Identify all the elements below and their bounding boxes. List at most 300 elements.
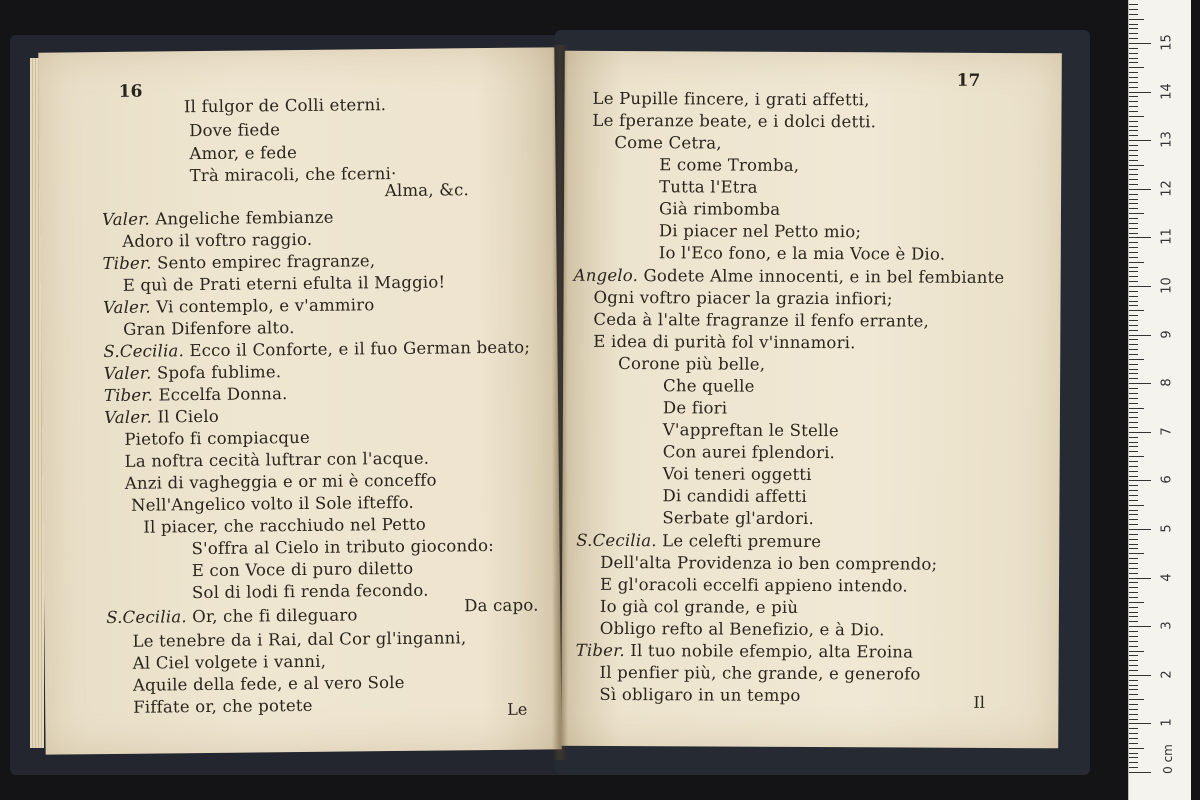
ruler-tick (1129, 665, 1138, 666)
text-line (132, 628, 466, 650)
ruler-tick (1129, 772, 1151, 773)
ruler-tick (1129, 519, 1138, 520)
ruler-tick (1129, 461, 1138, 462)
ruler-tick (1129, 568, 1138, 569)
text-line (192, 581, 429, 602)
text-line (123, 318, 295, 339)
text-line (662, 508, 814, 528)
ruler-tick (1129, 189, 1151, 190)
verse-text: Le Pupille fincere, i grati affetti, (592, 88, 870, 110)
ruler-tick (1129, 631, 1138, 632)
ruler-tick (1129, 72, 1138, 73)
ruler-tick (1129, 558, 1138, 559)
ruler-tick (1129, 748, 1144, 749)
text-line (133, 696, 313, 717)
ruler-tick (1129, 48, 1138, 49)
ruler-tick (1129, 767, 1138, 768)
ruler-tick (1129, 500, 1138, 501)
speaker-label: Valer. (101, 209, 156, 230)
ruler-tick (1129, 286, 1151, 287)
text-line (659, 155, 799, 175)
ruler-label: 15 (1159, 34, 1175, 51)
ruler-label: 7 (1159, 427, 1175, 436)
text-line (663, 464, 812, 484)
text-line (106, 605, 357, 627)
text-line (123, 272, 446, 294)
ruler-tick (1129, 699, 1144, 700)
ruler-label: 14 (1159, 82, 1175, 100)
ruler-tick (1129, 529, 1151, 530)
ruler-tick (1129, 573, 1138, 574)
speaker-label: Valer. (103, 363, 158, 384)
book-gutter (552, 45, 568, 760)
verse-text: Trà miracoli, che fcerni· (189, 163, 397, 186)
text-line (464, 596, 539, 616)
right-page (561, 51, 1062, 749)
ruler-tick (1129, 9, 1138, 10)
ruler-tick (1129, 150, 1138, 151)
verse-text: La noftra cecità luftrar con l'acque. (124, 448, 430, 471)
text-line (104, 362, 282, 383)
text-line (663, 420, 839, 440)
ruler-tick (1129, 403, 1138, 404)
verse-text: E come Tromba, (659, 155, 800, 175)
verse-text: Ceda à l'alte fragranze il fenfo errante, (593, 309, 930, 331)
ruler-tick (1129, 28, 1138, 29)
ruler-tick (1129, 199, 1138, 200)
ruler-tick (1129, 675, 1151, 676)
text-line (102, 251, 375, 273)
speaker-label: S.Cecilia. (103, 341, 190, 362)
ruler-tick (1129, 587, 1138, 588)
verse-text: Pietofo fi compiacque (124, 427, 310, 449)
page-number: 17 (956, 70, 981, 91)
catchword: Il (973, 692, 985, 712)
ruler-tick (1129, 495, 1138, 496)
ruler-tick (1129, 641, 1138, 642)
text-line (600, 553, 937, 574)
ruler-tick (1129, 680, 1138, 681)
verse-text: Adoro il voftro raggio. (122, 229, 313, 251)
ruler-tick (1129, 281, 1138, 282)
verse-text: Io già col grande, e più (599, 596, 799, 617)
verse-text: Tutta l'Etra (659, 177, 758, 197)
ruler-tick (1129, 247, 1138, 248)
ruler-tick (1129, 116, 1144, 117)
ruler-tick (1129, 237, 1151, 238)
ruler-tick (1129, 354, 1138, 355)
ruler-tick (1129, 660, 1138, 661)
text-line (576, 641, 914, 662)
ruler-tick (1129, 369, 1138, 370)
ruler-tick (1129, 165, 1144, 166)
ruler-tick (1129, 762, 1138, 763)
ruler-tick (1129, 514, 1138, 515)
ruler-tick (1129, 544, 1138, 545)
ruler-tick (1129, 451, 1138, 452)
text-line (103, 295, 375, 317)
ruler-tick (1129, 24, 1138, 25)
ruler-tick (1129, 651, 1144, 652)
ruler-tick (1129, 602, 1144, 603)
verse-text: Sol di lodi fi renda fecondo. (191, 580, 429, 603)
ruler-tick (1129, 383, 1151, 384)
verse-text: Io l'Eco fono, e la mia Voce è Dio. (658, 243, 946, 264)
ruler-tick (1129, 77, 1138, 78)
text-line (600, 575, 908, 596)
ruler-label: 11 (1159, 228, 1175, 246)
speaker-label: S.Cecilia. (576, 530, 663, 551)
ruler-tick (1129, 646, 1138, 647)
ruler-tick (1129, 490, 1138, 491)
text-line (190, 164, 397, 185)
ruler-tick (1129, 257, 1138, 258)
ruler-label: 10 (1159, 277, 1175, 294)
ruler-tick (1129, 82, 1138, 83)
ruler-tick (1129, 548, 1138, 549)
ruler-tick (1129, 505, 1144, 506)
text-line (618, 354, 765, 374)
ruler-tick (1129, 160, 1138, 161)
text-line (600, 663, 921, 684)
ruler-tick (1129, 267, 1138, 268)
ruler-tick (1129, 111, 1138, 112)
ruler-tick (1129, 145, 1138, 146)
ruler-tick (1129, 563, 1138, 564)
ruler-tick (1129, 432, 1151, 433)
ruler-tick (1129, 398, 1138, 399)
text-line (133, 673, 405, 695)
verse-text: Il penfier più, che grande, e generofo (599, 662, 921, 684)
ruler-label: 13 (1159, 131, 1175, 148)
ruler-tick (1129, 471, 1138, 472)
verse-text: Angeliche fembianze (155, 207, 334, 229)
ruler-tick (1129, 33, 1138, 34)
verse-text: De fiori (662, 398, 728, 418)
ruler-tick (1129, 320, 1138, 321)
ruler-tick (1129, 349, 1138, 350)
ruler-tick (1129, 296, 1138, 297)
ruler-tick (1129, 373, 1138, 374)
ruler-tick (1129, 92, 1151, 93)
ruler-tick (1129, 335, 1151, 336)
ruler-label: 9 (1159, 329, 1175, 339)
ruler-tick (1129, 427, 1138, 428)
verse-text: Sì obligaro in un tempo (599, 684, 801, 705)
text-line (662, 486, 806, 506)
text-line (593, 89, 870, 109)
verse-text: E con Voce di puro diletto (191, 558, 414, 581)
ruler-tick (1129, 276, 1138, 277)
verse-text: Fiffate or, che potete (133, 695, 313, 717)
ruler-tick (1129, 233, 1138, 234)
ruler-tick (1129, 62, 1138, 63)
ruler-tick (1129, 753, 1138, 754)
ruler-tick (1129, 305, 1138, 306)
ruler-label: 6 (1159, 475, 1175, 485)
ruler-tick (1129, 636, 1138, 637)
verse-text: Serbate gl'ardori. (662, 508, 815, 529)
verse-text: Di piacer nel Petto mio; (658, 221, 862, 242)
verse-text: Ogni voftro piacer la grazia infiori; (593, 287, 893, 309)
ruler-tick (1129, 393, 1138, 394)
text-line (103, 338, 530, 361)
ruler-tick (1129, 578, 1151, 579)
ruler-tick (1129, 437, 1138, 438)
ruler-tick (1129, 121, 1138, 122)
text-line (143, 515, 426, 537)
verse-text: Da capo. (464, 595, 539, 616)
ruler-tick (1129, 291, 1138, 292)
catchword: Le (507, 699, 528, 719)
text-line (599, 685, 800, 705)
text-line (592, 111, 876, 131)
verse-text: Al Ciel volgete i vanni, (132, 651, 327, 673)
ruler-label: 1 (1159, 718, 1175, 728)
ruler-tick (1129, 466, 1138, 467)
ruler-tick (1129, 135, 1138, 136)
ruler-tick (1129, 271, 1138, 272)
ruler-tick (1129, 126, 1138, 127)
ruler-tick (1129, 597, 1138, 598)
ruler-tick (1129, 534, 1138, 535)
ruler-tick (1129, 417, 1138, 418)
ruler-tick (1129, 612, 1138, 613)
measurement-ruler (1128, 0, 1191, 800)
text-line (189, 120, 280, 140)
text-line (192, 559, 414, 580)
verse-text: Or, che fi dileguaro (192, 605, 358, 627)
verse-text: Nell'Angelico volto il Sole ifteffo. (130, 492, 415, 515)
text-line (600, 597, 798, 617)
ruler-tick (1129, 694, 1138, 695)
text-line (125, 449, 430, 471)
verse-text: Eccelfa Donna. (158, 384, 288, 405)
verse-text: Dell'alta Providenza io ben comprendo; (600, 552, 938, 574)
ruler-tick (1129, 106, 1138, 107)
ruler-tick (1129, 87, 1138, 88)
verse-text: Le celefti premure (662, 531, 822, 552)
verse-text: Alma, &c. (384, 180, 470, 201)
text-line (593, 310, 929, 331)
ruler-tick (1129, 53, 1138, 54)
text-line (104, 384, 288, 405)
ruler-label: 12 (1159, 180, 1175, 197)
speaker-label: Angelo. (573, 265, 644, 286)
text-line (659, 177, 758, 197)
text-line (385, 180, 469, 200)
text-line (125, 471, 437, 493)
text-line (593, 288, 892, 309)
verse-text: Anzi di vagheggia e or mi è conceffo (124, 470, 437, 493)
verse-text: Le tenebre da i Rai, dal Cor gl'inganni, (132, 628, 467, 651)
ruler-tick (1129, 485, 1138, 486)
left-page (38, 47, 561, 754)
ruler-tick (1129, 184, 1138, 185)
text-line (191, 536, 494, 558)
ruler-label: 4 (1159, 572, 1175, 582)
text-line (576, 531, 821, 551)
ruler-tick (1129, 733, 1138, 734)
verse-text: Il fulgor de Colli eterni. (183, 95, 387, 117)
ruler-tick (1129, 223, 1138, 224)
verse-text: Corone più belle, (618, 353, 766, 374)
ruler-tick (1129, 685, 1138, 686)
ruler-tick (1129, 58, 1138, 59)
ruler-tick (1129, 378, 1138, 379)
ruler-tick (1129, 408, 1144, 409)
ruler-tick (1129, 524, 1138, 525)
ruler-tick (1129, 262, 1144, 263)
ruler-tick (1129, 4, 1138, 5)
ruler-tick (1129, 67, 1144, 68)
text-line (131, 493, 414, 515)
ruler-unit: 0 cm (1161, 744, 1175, 774)
ruler-tick (1129, 96, 1138, 97)
text-line (659, 243, 946, 263)
text-line (663, 442, 835, 462)
text-line (184, 95, 386, 116)
ruler-tick (1129, 412, 1138, 413)
speaker-label: Valer. (102, 297, 157, 318)
ruler-tick (1129, 670, 1138, 671)
page-number: 16 (118, 81, 143, 102)
ruler-tick (1129, 743, 1138, 744)
verse-text: E gl'oracoli eccelfi appieno intendo. (599, 574, 908, 596)
verse-text: Godete Alme innocenti, e in bel fembiante (643, 266, 1005, 288)
ruler-tick (1129, 456, 1144, 457)
verse-text: E idea di purità fol v'innamori. (593, 331, 856, 353)
ruler-tick (1129, 301, 1138, 302)
ruler-tick (1129, 704, 1138, 705)
ruler-tick (1129, 442, 1138, 443)
text-line (663, 376, 755, 395)
ruler-tick (1129, 179, 1138, 180)
verse-text: Il piacer, che racchiudo nel Petto (143, 514, 427, 537)
ruler-tick (1129, 446, 1138, 447)
ruler-tick (1129, 194, 1138, 195)
verse-text: Vi contemplo, e v'ammiro (156, 295, 375, 317)
ruler-tick (1129, 38, 1138, 39)
ruler-tick (1129, 757, 1138, 758)
text-line (659, 199, 780, 219)
verse-text: Aquile della fede, e al vero Sole (132, 672, 405, 695)
verse-text: Spofa fublime. (156, 362, 282, 383)
text-line (574, 266, 1005, 287)
ruler-tick (1129, 310, 1144, 311)
ruler-tick (1129, 539, 1138, 540)
ruler-tick (1129, 43, 1151, 44)
verse-text: Gran Difenfore alto. (123, 318, 295, 339)
verse-text: Ecco il Conforte, e il fuo German beato; (189, 337, 531, 361)
verse-text: Voi teneri oggetti (662, 464, 812, 485)
ruler-tick (1129, 714, 1138, 715)
speaker-label: S.Cecilia. (106, 607, 193, 628)
ruler-tick (1129, 101, 1138, 102)
text-line (102, 208, 334, 229)
ruler-tick (1129, 607, 1138, 608)
text-line (659, 221, 861, 241)
text-line (122, 230, 312, 251)
ruler-tick (1129, 14, 1138, 15)
verse-text: Il Cielo (157, 406, 220, 427)
verse-text: Sento empirec fragranze, (157, 251, 376, 273)
ruler-tick (1129, 388, 1138, 389)
verse-text: V'appreftan le Stelle (662, 420, 839, 441)
ruler-tick (1129, 738, 1138, 739)
verse-text: E quì de Prati eterni efulta il Maggio! (122, 272, 446, 295)
ruler-tick (1129, 709, 1138, 710)
verse-text: Le fperanze beate, e i dolci detti. (592, 110, 877, 132)
text-line (124, 428, 310, 449)
ruler-tick (1129, 359, 1144, 360)
ruler-tick (1129, 203, 1138, 204)
ruler-tick (1129, 140, 1151, 141)
verse-text: Amor, e fede (189, 143, 298, 164)
ruler-tick (1129, 208, 1138, 209)
text-line (593, 332, 855, 352)
ruler-tick (1129, 719, 1138, 720)
ruler-tick (1129, 242, 1138, 243)
text-line (663, 398, 727, 417)
ruler-tick (1129, 169, 1138, 170)
verse-text: Obligo refto al Benefizio, e à Dio. (599, 618, 885, 640)
ruler-tick (1129, 689, 1138, 690)
ruler-tick (1129, 621, 1138, 622)
verse-text: Dove fiede (189, 120, 281, 141)
verse-text: Che quelle (663, 376, 755, 396)
speaker-label: Tiber. (103, 385, 159, 406)
ruler-tick (1129, 616, 1138, 617)
ruler-tick (1129, 130, 1138, 131)
ruler-tick (1129, 728, 1138, 729)
ruler-tick (1129, 155, 1138, 156)
text-line (189, 143, 297, 163)
speaker-label: Valer. (104, 407, 158, 428)
ruler-tick (1129, 364, 1138, 365)
ruler-tick (1129, 330, 1138, 331)
ruler-tick (1129, 252, 1138, 253)
ruler-label: 3 (1159, 621, 1175, 630)
verse-text: Di candidi affetti (662, 486, 807, 506)
ruler-label: 5 (1159, 524, 1175, 533)
ruler-tick (1129, 553, 1144, 554)
ruler-tick (1129, 655, 1138, 656)
text-line (614, 133, 722, 153)
ruler-tick (1129, 315, 1138, 316)
ruler-tick (1129, 325, 1138, 326)
speaker-label: Tiber. (575, 640, 631, 661)
ruler-tick (1129, 592, 1138, 593)
ruler-tick (1129, 228, 1138, 229)
speaker-label: Tiber. (102, 253, 158, 274)
verse-text: Già rimbomba (658, 199, 781, 219)
ruler-tick (1129, 422, 1138, 423)
ruler-tick (1129, 218, 1138, 219)
ruler-tick (1129, 344, 1138, 345)
ruler-tick (1129, 213, 1144, 214)
ruler-tick (1129, 19, 1144, 20)
verse-text: Con aurei fplendori. (662, 442, 836, 463)
text-line (104, 407, 219, 427)
verse-text: S'offra al Cielo in tributo giocondo: (191, 535, 495, 559)
ruler-label: 8 (1159, 378, 1175, 387)
ruler-tick (1129, 626, 1151, 627)
ruler-tick (1129, 582, 1138, 583)
ruler-label: 2 (1159, 670, 1175, 679)
ruler-tick (1129, 339, 1138, 340)
ruler-tick (1129, 723, 1151, 724)
